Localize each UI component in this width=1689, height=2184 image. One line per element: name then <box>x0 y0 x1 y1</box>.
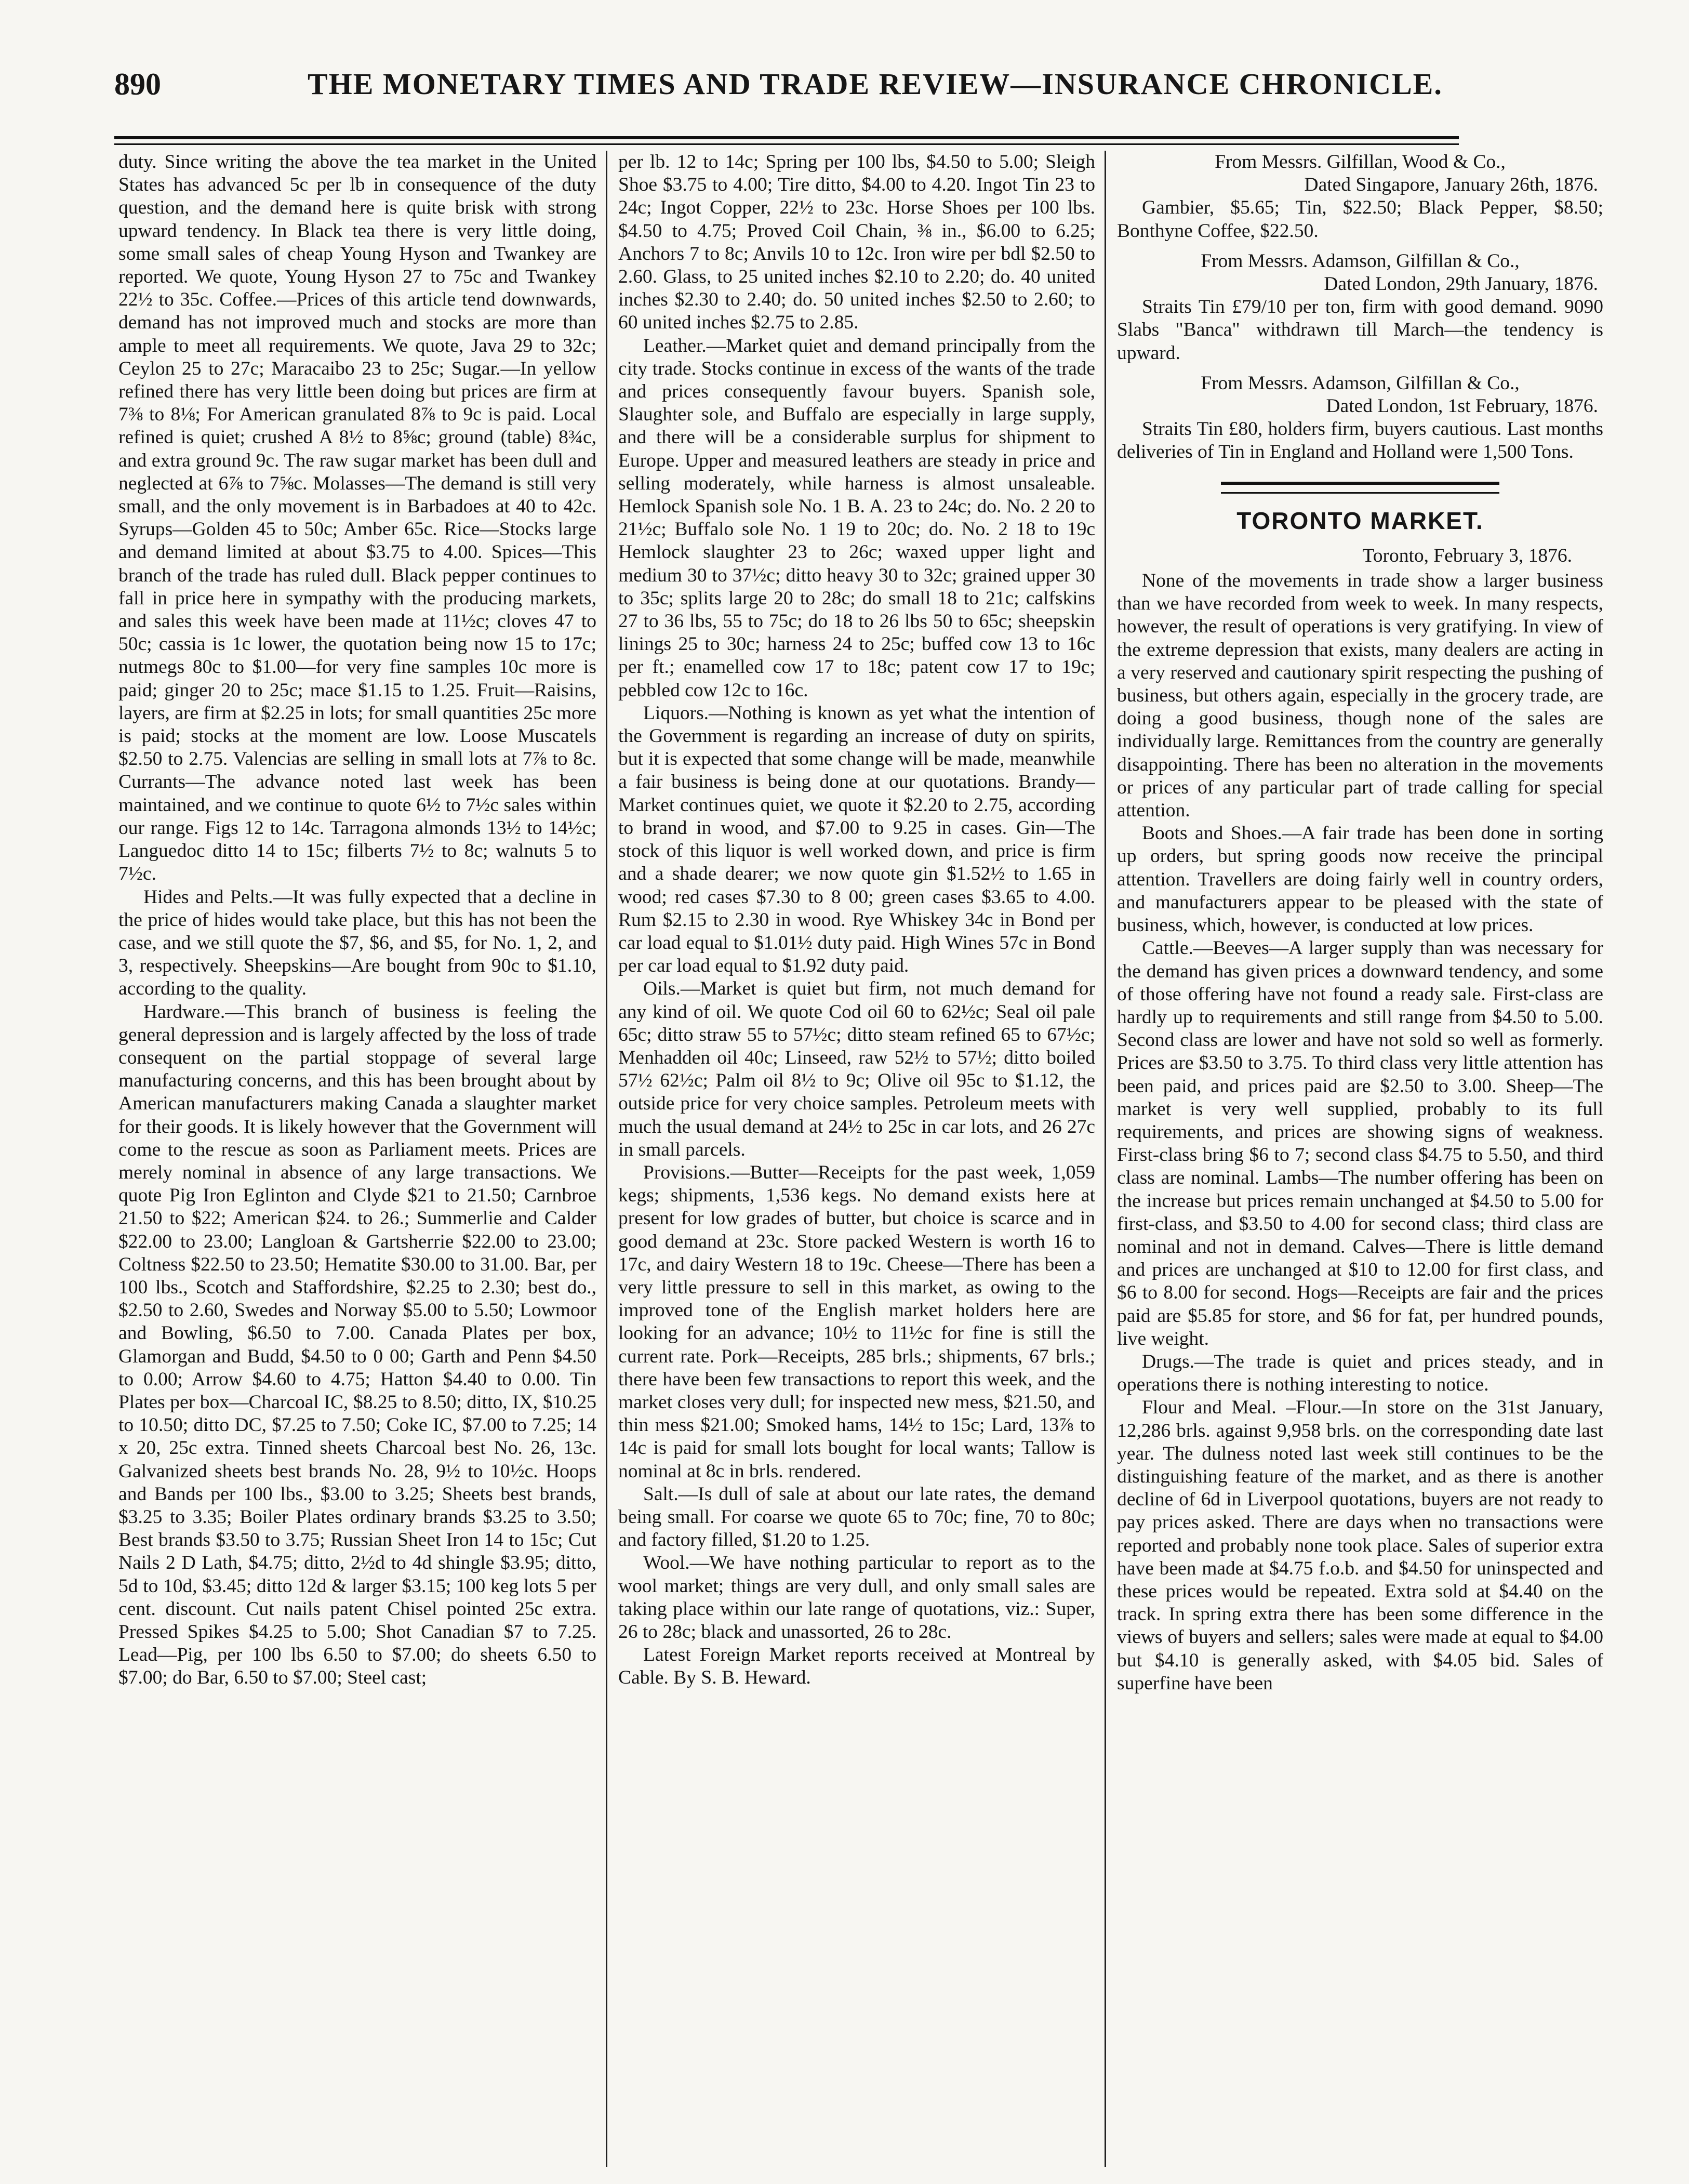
header-rule-thin <box>114 143 1459 145</box>
column-divider-2 <box>1105 151 1106 2167</box>
column-2 <box>618 151 1095 2172</box>
leather-paragraph: Leather.—Market quiet and demand principally from the city trade. Stocks continue in excess of the wants of the trade and prices consequently favour buyers. Spanish sole, Slaughter sole, and Buffalo are especially in large supply, and there will be a considerable surplus for shipment to Europe. Upper and measured leathers are steady in price and selling moderately, while harness is almost unsaleable. Hemlock Spanish sole No. 1 B. A. 23 to 24c; do. No. 2 20 to 21½c; Buffalo sole No. 1 19 to 20c; do. No. 2 18 to 19c Hemlock slaughter 23 to 26c; waxed upper light and medium 30 to 37½c; ditto heavy 30 to 32c; grained upper 30 to 35c; splits large 20 to 28c; do small 18 to 21c; calfskins 27 to 36 lbs, 55 to 75c; do 18 to 26 lbs 50 to 65c; sheepskin linings 25 to 30c; harness 24 to 25c; buffed cow 13 to 16c per ft.; enamelled cow 17 to 18c; patent cow 17 to 19c; pebbled cow 12c to 16c. <box>618 335 1095 701</box>
foreign-report-3-source: From Messrs. Adamson, Gilfillan & Co., <box>1201 372 1520 394</box>
wool-paragraph: Wool.—We have nothing particular to report as to the wool market; things are very dull, and only small sales are taking place within our late range of quotations, viz.: Super, 26 to 28c; black and unassorted, 26 to 28c. <box>618 1552 1095 1643</box>
hardware-paragraph: Hardware.—This branch of business is feeling the general depression and is largely affected by the loss of trade consequent on the partial stoppage of several large manufacturing concerns, and this has been brought about by American manufacturers making Canada a slaughter market for their goods. It is likely however that the Government will come to the rescue as soon as Parliament meets. Prices are merely nominal in absence of any large transactions. We quote Pig Iron Eglinton and Clyde $21 to 21.50; Carnbroe 21.50 to $22; American $24. to 26.; Summerlie and Calder $22.00 to 23.00; Langloan & Gartsherrie $22.00 to 23.00; Coltness $22.50 to 23.50; Hematite $30.00 to 31.00. Bar, per 100 lbs., Scotch and Staffordshire, $2.25 to 2.30; best do., $2.50 to 2.60, Swedes and Norway $5.00 to 5.50; Lowmoor and Bowling, $6.50 to 7.00. Canada Plates per box, Glamorgan and Budd, $4.50 to 0 00; Garth and Penn $4.50 to 0.00; Arrow $4.60 to 4.75; Hatton $4.40 to 0.00. Tin Plates per box—Charcoal IC, $8.25 to 8.50; ditto, IX, $10.25 to 10.50; ditto DC, $7.25 to 7.50; Coke IC, $7.00 to 7.25; 14 x 20, 25c extra. Tinned sheets Charcoal best No. 26, 13c. Galvanized sheets best brands No. 28, 9½ to 10½c. Hoops and Bands per 100 lbs., $3.00 to 3.25; Sheets best brands, $3.25 to 3.35; Boiler Plates ordinary brands $3.25 to 3.50; Best brands $3.50 to 3.75; Russian Sheet Iron 14 to 15c; Cut Nails 2 D Lath, $4.75; ditto, 2½d to 4d shingle $3.95; ditto, 5d to 10d, $3.45; ditto 12d & larger $3.15; 100 keg lots 5 per cent. discount. Cut nails patent Chisel pointed 25c extra. Pressed Spikes $4.25 to 5.00; Shot Canadian $7 to 7.25. Lead—Pig, per 100 lbs 6.50 to $7.00; do sheets 6.50 to $7.00; do Bar, 6.50 to $7.00; Steel cast; <box>118 1001 596 1689</box>
section-divider <box>1221 482 1499 494</box>
page-header <box>114 67 1460 124</box>
provisions-paragraph: Provisions.—Butter—Receipts for the past week, 1,059 kegs; shipments, 1,536 kegs. No demand exists here at present for low grades of butter, but choice is scarce and in good demand at 23c. Store packed Western is worth 16 to 17c, and dairy Western 18 to 19c. Cheese—There has been a very little pressure to sell in this market, as owing to the improved tone of the English market holders here are looking for an advance; 10½ to 11½c for fine is still the current rate. Pork—Receipts, 285 brls.; shipments, 67 brls.; there have been few transactions to report this week, and the market closes very dull; for inspected new mess, $21.50, and thin mess $21.00; Smoked hams, 14½ to 15c; Lard, 13⅞ to 14c is paid for small lots bought for local wants; Tallow is nominal at 8c in brls. rendered. <box>618 1161 1095 1482</box>
hardware-continued-paragraph: per lb. 12 to 14c; Spring per 100 lbs, $4.50 to 5.00; Sleigh Shoe $3.75 to 4.00; Tire ditto, $4.00 to 4.20. Ingot Tin 23 to 24c; Ingot Copper, 22½ to 23c. Horse Shoes per 100 lbs. $4.50 to 4.75; Proved Coil Chain, ⅜ in., $6.00 to 6.25; Anchors 7 to 8c; Anvils 10 to 12c. Iron wire per bdl $2.50 to 2.60. Glass, to 25 united inches $2.10 to 2.20; do. 40 united inches $2.30 to 2.40; do. 50 united inches $2.50 to 2.60; to 60 united inches $2.75 to 2.85. <box>618 151 1095 334</box>
foreign-reports-paragraph: Latest Foreign Market reports received at Montreal by Cable. By S. B. Heward. <box>618 1644 1095 1689</box>
foreign-report-3-date: Dated London, 1st February, 1876. <box>1326 395 1598 417</box>
liquors-paragraph: Liquors.—Nothing is known as yet what the intention of the Government is regarding an increase of duty on spirits, but it is expected that some change will be made, meanwhile a fair business is being done at our quotations. Brandy—Market continues quiet, we quote it $2.20 to 2.75, according to brand in wood, and $7.00 to 9.25 in cases. Gin—The stock of this liquor is well worked down, and price is firm and a shade dearer; we now quote gin $1.52½ to 1.65 in wood; red cases $7.30 to 8 00; green cases $3.65 to 4.00. Rum $2.15 to 2.30 in wood. Rye Whiskey 34c in Bond per car load equal to $1.01½ duty paid. High Wines 57c in Bond per car load equal to $1.92 duty paid. <box>618 702 1095 977</box>
foreign-report-1-date: Dated Singapore, January 26th, 1876. <box>1304 174 1598 196</box>
foreign-report-2-date: Dated London, 29th January, 1876. <box>1324 273 1598 295</box>
toronto-dateline: Toronto, February 3, 1876. <box>1362 545 1572 566</box>
foreign-report-1-body: Gambier, $5.65; Tin, $22.50; Black Pepper, $8.50; Bonthyne Coffee, $22.50. <box>1117 197 1603 242</box>
foreign-report-3-body: Straits Tin £80, holders firm, buyers cautious. Last months deliveries of Tin in England and Holland were 1,500 Tons. <box>1117 418 1603 463</box>
page-number: 890 <box>114 67 161 101</box>
toronto-market-heading: TORONTO MARKET. <box>1236 507 1484 534</box>
cattle-paragraph: Cattle.—Beeves—A larger supply than was necessary for the demand has given prices a downward tendency, and some of those offering have not found a ready sale. First-class are hardly up to requirements and still range from $4.50 to 5.00. Second class are lower and have not sold so well as formerly. Prices are $3.50 to 3.75. To third class very little attention has been paid, and prices paid are $2.50 to 3.00. Sheep—The market is very well supplied, probably to its full requirements, and prices are showing signs of weakness. First-class bring $6 to 7; second class $4.75 to 5.50, and third class are nominal. Lambs—The number offering has been on the increase but prices remain unchanged at $4.50 to 5.00 for first-class, and $3.50 to 4.00 for second class; third class are nominal and not in demand. Calves—There is little demand and prices are unchanged at $10 to 12.00 for first class, and $6 to 8.00 for second. Hogs—Receipts are fair and the prices paid are $5.85 for store, and $6 for fat, per hundred pounds, live weight. <box>1117 937 1603 1349</box>
toronto-intro-paragraph: None of the movements in trade show a larger business than we have recorded from week to week. In many respects, however, the result of operations is very gratifying. In view of the extreme depression that exists, many dealers are acting in a very reserved and cautionary spirit respecting the pushing of business, but others again, especially in the grocery trade, are doing a good business, though none of the sales are individually large. Remittances from the country are generally disappointing. There has been no alteration in the movements or prices of any particular part of trade calling for special attention. <box>1117 570 1603 822</box>
header-rule-thick <box>114 136 1459 139</box>
foreign-report-2-source: From Messrs. Adamson, Gilfillan & Co., <box>1201 250 1520 272</box>
boots-shoes-paragraph: Boots and Shoes.—A fair trade has been done in sorting up orders, but spring goods now receive the principal attention. Travellers are doing fairly well in country orders, and manufacturers appear to be pleased with the state of business, which, however, is conducted at low prices. <box>1117 823 1603 936</box>
column-divider-1 <box>606 151 607 2167</box>
drugs-paragraph: Drugs.—The trade is quiet and prices steady, and in operations there is nothing interesting to notice. <box>1117 1351 1603 1396</box>
hides-pelts-paragraph: Hides and Pelts.—It was fully expected that a decline in the price of hides would take place, but this has not been the case, and we still quote the $7, $6, and $5, for No. 1, 2, and 3, respectively. Sheepskins—Are bought from 90c to $1.10, according to the quality. <box>118 886 596 1000</box>
salt-paragraph: Salt.—Is dull of sale at about our late rates, the demand being small. For coarse we quote 65 to 70c; fine, 70 to 80c; and factory filled, $1.20 to 1.25. <box>618 1483 1095 1551</box>
oils-paragraph: Oils.—Market is quiet but firm, not much demand for any kind of oil. We quote Cod oil 60 to 62½c; Seal oil pale 65c; ditto straw 55 to 57½c; ditto steam refined 65 to 67½c; Menhadden oil 40c; Linseed, raw 52½ to 57½; ditto boiled 57½ 62½c; Palm oil 8½ to 9c; Olive oil 95c to $1.12, the outside price for very choice samples. Petroleum meets with much the usual demand at 24½ to 25c in car lots, and 26 27c in small parcels. <box>618 978 1095 1160</box>
foreign-report-1-source: From Messrs. Gilfillan, Wood & Co., <box>1215 151 1506 173</box>
running-title: THE MONETARY TIMES AND TRADE REVIEW—INSURANCE CHRONICLE. <box>308 67 1443 101</box>
column-3 <box>1117 151 1603 2172</box>
foreign-report-2-body: Straits Tin £79/10 per ton, firm with good demand. 9090 Slabs "Banca" withdrawn till March—the tendency is upward. <box>1117 296 1603 364</box>
column-1 <box>118 151 596 2172</box>
flour-meal-paragraph: Flour and Meal. –Flour.—In store on the 31st January, 12,286 brls. against 9,958 brls. on the corresponding date last year. The dulness noted last week still continues to be the distinguishing feature of the market, and as there is another decline of 6d in Liverpool quotations, buyers are not ready to pay prices asked. There are days when no transactions were reported and probably none took place. Sales of superior extra have been made at $4.75 f.o.b. and $4.50 for uninspected and these prices would be repeated. Extra sold at $4.40 on the track. In spring extra there has been some difference in the views of buyers and sellers; sales were made at equal to $4.00 but $4.10 is generally asked, with $4.05 bid. Sales of superfine have been <box>1117 1397 1603 1694</box>
tea-coffee-sugar-paragraph: duty. Since writing the above the tea market in the United States has advanced 5c per lb in consequence of the duty question, and the demand here is quite brisk with strong upward tendency. In Black tea there is very little doing, some small sales of cheap Young Hyson and Twankey are reported. We quote, Young Hyson 27 to 75c and Twankey 22½ to 35c. Coffee.—Prices of this article tend downwards, demand has not improved much and stocks are more than ample to meet all requirements. We quote, Java 29 to 32c; Ceylon 25 to 27c; Maracaibo 23 to 25c; Sugar.—In yellow refined there has very little been doing but prices are firm at 7⅜ to 8⅛; For American granulated 8⅞ to 9c is paid. Local refined is quiet; crushed A 8½ to 8⅝c; ground (table) 8¾c, and extra ground 9c. The raw sugar market has been dull and neglected at 6⅞ to 7⅝c. Molasses—The demand is still very small, and the only movement is in Barbadoes at 40 to 42c. Syrups—Golden 45 to 50c; Amber 65c. Rice—Stocks large and demand limited at about $3.75 to 4.00. Spices—This branch of the trade has ruled dull. Black pepper continues to fall in price here in sympathy with the producing markets, and sales this week have been made at 11½c; cloves 47 to 50c; cassia is 1c lower, the quotation being now 15 to 17c; nutmegs 80c to $1.00—for very fine samples 10c more is paid; ginger 20 to 25c; mace $1.15 to 1.25. Fruit—Raisins, layers, are firm at $2.25 in lots; for small quantities 25c more is paid; stocks at the moment are low. Loose Muscatels $2.50 to 2.75. Valencias are selling in small lots at 7⅞ to 8c. Currants—The advance noted last week has been maintained, and we continue to quote 6½ to 7½c sales within our range. Figs 12 to 14c. Tarragona almonds 13½ to 14½c; Languedoc ditto 14 to 15c; filberts 7½ to 8c; walnuts 5 to 7½c. <box>118 151 596 885</box>
